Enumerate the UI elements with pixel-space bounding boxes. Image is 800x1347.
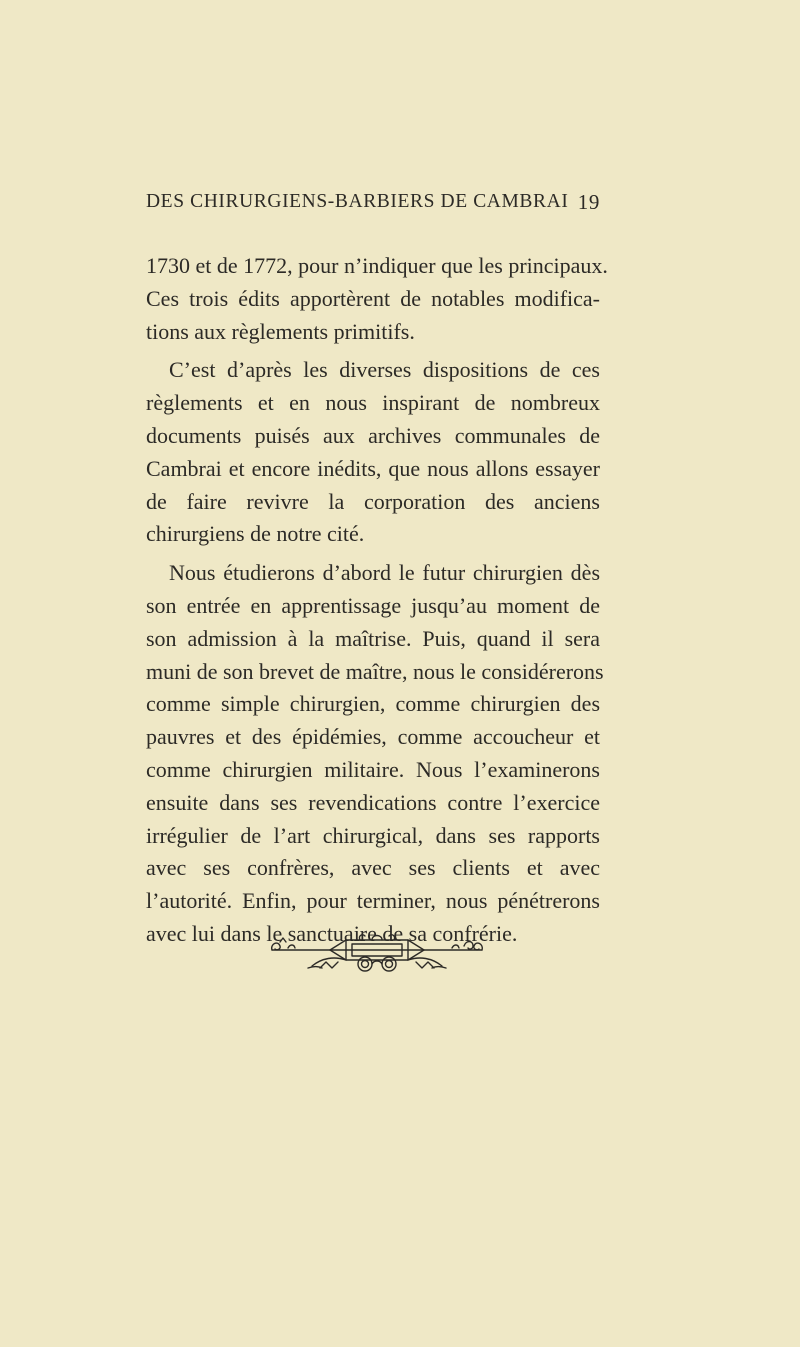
text-line: tions aux règlements primitifs. — [146, 318, 415, 344]
running-title: DES CHIRURGIENS-BARBIERS DE CAMBRAI — [146, 191, 569, 212]
text-line: muni de son brevet de maître, nous le considérerons — [146, 658, 604, 684]
text-line: chirurgiens de notre cité. — [146, 521, 365, 547]
text-line: comme chirurgien militaire. Nous l’examinerons — [146, 756, 600, 782]
text-line: irrégulier de l’art chirurgical, dans ses rapports — [146, 822, 600, 848]
decorative-tailpiece-icon — [268, 930, 486, 976]
text-line: l’autorité. Enfin, pour terminer, nous pénétrerons — [146, 888, 600, 914]
text-line: ensuite dans ses revendications contre l’exercice — [146, 789, 600, 815]
paragraph-2 — [146, 354, 600, 551]
text-line: son admission à la maîtrise. Puis, quand il sera — [146, 625, 600, 651]
text-line: C’est d’après les diverses dispositions de ces — [169, 357, 600, 383]
text-line: Ces trois édits apportèrent de notables modifica- — [146, 285, 600, 311]
text-line: de faire revivre la corporation des anciens — [146, 488, 600, 514]
running-head — [146, 191, 600, 219]
page-number: 19 — [577, 190, 600, 214]
text-line: son entrée en apprentissage jusqu’au moment de — [146, 592, 600, 618]
text-line: documents puisés aux archives communales de — [146, 422, 600, 448]
body-text — [146, 250, 608, 957]
paragraph-3 — [146, 557, 604, 951]
text-line: 1730 et de 1772, pour n’indiquer que les principaux. — [146, 253, 608, 278]
text-line: comme simple chirurgien, comme chirurgien des — [146, 691, 600, 717]
text-line: règlements et en nous inspirant de nombreux — [146, 390, 600, 416]
text-line: pauvres et des épidémies, comme accoucheur et — [146, 724, 600, 750]
text-line: avec ses confrères, avec ses clients et avec — [146, 855, 600, 881]
text-line: Cambrai et encore inédits, que nous allons essayer — [146, 455, 600, 481]
text-line: avec lui dans le sanctuaire de sa confrérie. — [146, 920, 518, 946]
paragraph-1 — [146, 250, 608, 348]
text-line: Nous étudierons d’abord le futur chirurgien dès — [169, 560, 600, 586]
